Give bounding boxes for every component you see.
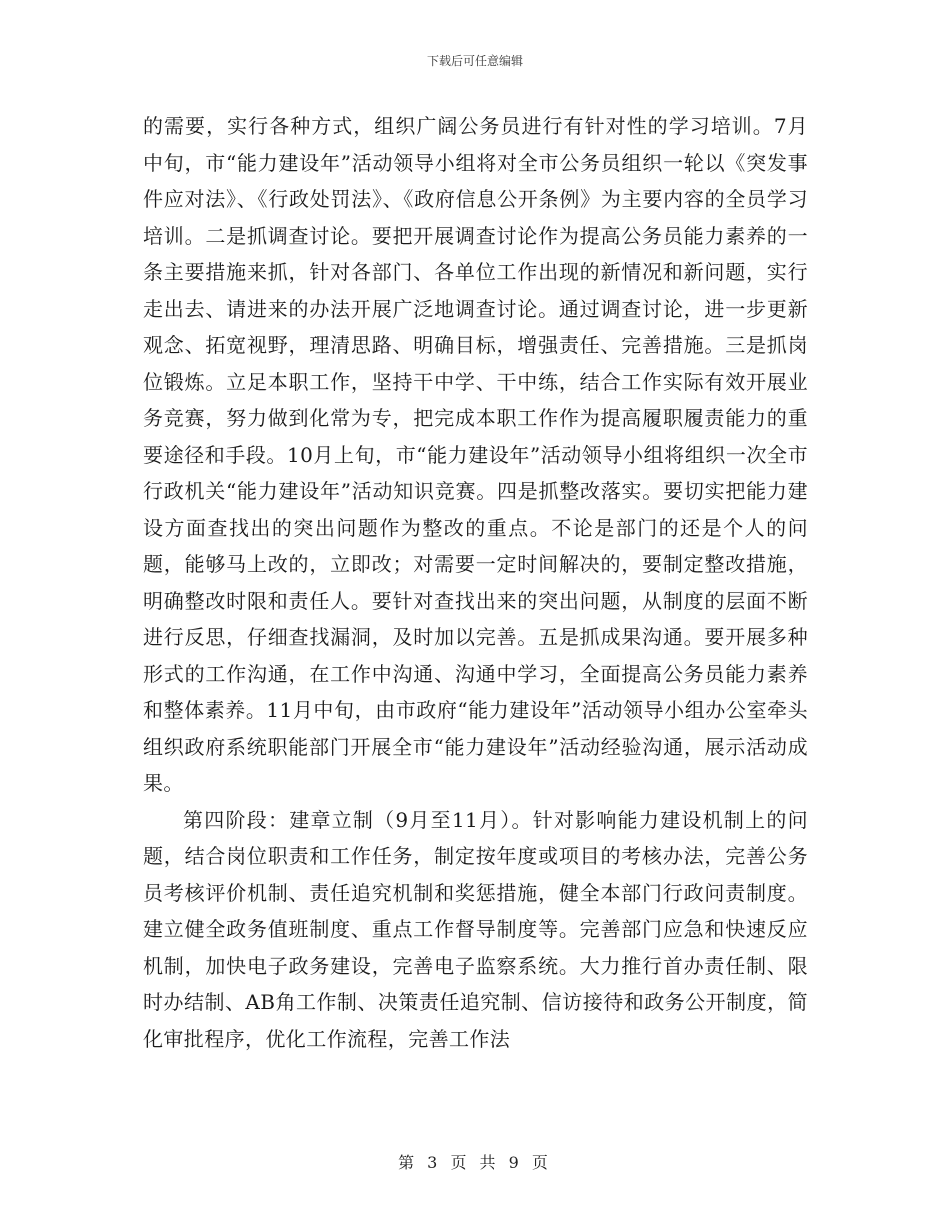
body-paragraph-1: 的需要，实行各种方式，组织广阔公务员进行有针对性的学习培训。7月中旬，市“能力建设年”活动领导小组将对全市公务员组织一轮以《突发事件应对法》、《行政处罚法》、《政府信息公开条例》为主要内容的全员学习培训。二是抓调查讨论。要把开展调查讨论作为提高公务员能力素养的一条主要措施来抓，针对各部门、各单位工作出现的新情况和新问题，实行走出去、请进来的办法开展广泛地调查讨论。通过调查讨论，进一步更新观念、拓宽视野，理清思路、明确目标，增强责任、完善措施。三是抓岗位锻炼。立足本职工作，坚持干中学、干中练，结合工作实际有效开展业务竞赛，努力做到化常为专，把完成本职工作作为提高履职履责能力的重要途径和手段。10月上旬，市“能力建设年”活动领导小组将组织一次全市行政机关“能力建设年”活动知识竞赛。四是抓整改落实。要切实把能力建设方面查找出的突出问题作为整改的重点。不论是部门的还是个人的问题，能够马上改的，立即改；对需要一定时间解决的，要制定整改措施，明确整改时限和责任人。要针对查找出来的突出问题，从制度的层面不断进行反思，仔细查找漏洞，及时加以完善。五是抓成果沟通。要开展多种形式的工作沟通，在工作中沟通、沟通中学习，全面提高公务员能力素养和整体素养。11月中旬，由市政府“能力建设年”活动领导小组办公室牵头组织政府系统职能部门开展全市“能力建设年”活动经验沟通，展示活动成果。 xyxy=(143,114,808,795)
document-body xyxy=(143,108,808,1057)
page-header-note: 下载后可任意编辑 xyxy=(426,54,523,68)
body-paragraph-2: 第四阶段：建章立制（9月至11月）。针对影响能力建设机制上的问题，结合岗位职责和工作任务，制定按年度或项目的考核办法，完善公务员考核评价机制、责任追究机制和奖惩措施，健全本部门行政问责制度。建立健全政务值班制度、重点工作督导制度等。完善部门应急和快速反应机制，加快电子政务建设，完善电子监察系统。大力推行首办责任制、限时办结制、AB角工作制、决策责任追究制、信访接待和政务公开制度，简化审批程序，优化工作流程，完善工作法 xyxy=(143,807,808,1051)
page-number: 第 3 页 共 9 页 xyxy=(398,1153,552,1172)
